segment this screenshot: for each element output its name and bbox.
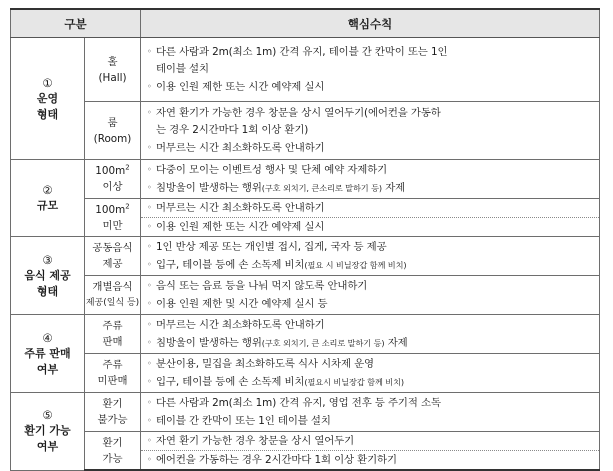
rule-text: 이용 인원 제한 또는 시간 예약제 실시: [156, 81, 325, 93]
subcategory-label: 룸: [107, 116, 118, 129]
header-category: 구분: [11, 9, 141, 38]
rule-item: [147, 316, 593, 334]
rules-shared-food: [141, 237, 600, 276]
rule-text: 자제: [382, 182, 406, 194]
rule-item: [147, 43, 593, 61]
category-title: 여부: [36, 362, 59, 376]
area-unit-superscript: 2: [125, 202, 130, 211]
category-title: 형태: [36, 107, 59, 121]
subcategory-label: 환기: [102, 436, 123, 449]
subcategory-alcohol-sold: [85, 315, 141, 354]
table-row: [11, 237, 600, 276]
rule-item: [147, 295, 593, 313]
rule-item: [141, 199, 599, 217]
category-number: ②: [42, 183, 53, 197]
bullet-icon: ◦: [147, 436, 152, 445]
subcategory-label: 이상: [102, 181, 123, 193]
category-title: 형태: [36, 284, 59, 298]
guideline-table: [10, 8, 600, 471]
table-row: [11, 354, 600, 393]
table-row: [11, 38, 600, 102]
category-number: ①: [42, 75, 53, 90]
rule-text: 머무르는 시간 최소화하도록 안내하기: [156, 319, 325, 331]
subcategory-label: (Hall): [98, 71, 127, 84]
subcategory-label: 주류: [102, 359, 123, 371]
rule-item: [147, 394, 593, 412]
category-number: ③: [42, 252, 53, 267]
rule-text: 테이블 간 칸막이 또는 1인 테이블 설치: [156, 415, 331, 427]
bullet-icon: ◦: [147, 143, 152, 152]
rule-item: [147, 161, 593, 179]
rules-over-100: [141, 160, 600, 199]
rule-text: 다른 사람과 2m(최소 1m) 간격 유지, 영업 전후 등 주기적 소독: [156, 397, 441, 409]
rule-continuation: [147, 61, 593, 78]
category-title: 운영: [36, 91, 59, 105]
bullet-icon: ◦: [147, 108, 152, 117]
table-row: [11, 102, 600, 160]
area-value: 100m: [95, 203, 126, 216]
rule-item: [147, 373, 593, 391]
subcategory-label: 불가능: [97, 414, 128, 426]
subcategory-shared-food: [85, 237, 141, 276]
subcategory-under-100: [85, 199, 141, 237]
subcategory-label: [85, 202, 140, 218]
rule-text: 입구, 테이블 등에 손 소독제 비치: [156, 376, 305, 388]
bullet-icon: ◦: [147, 82, 152, 91]
rule-item: [141, 432, 599, 450]
area-value: 100m: [95, 165, 126, 177]
category-title: 규모: [36, 199, 59, 212]
rules-alcohol-sold: [141, 315, 600, 354]
table-row: [11, 315, 600, 354]
rule-text: 에어컨을 가동하는 경우 2시간마다 1회 이상 환기하기: [156, 454, 397, 466]
rule-text: 다중이 모이는 이벤트성 행사 및 단체 예약 자제하기: [156, 164, 388, 176]
bullet-icon: ◦: [147, 359, 152, 368]
table-row: [11, 432, 600, 471]
rule-item: [147, 355, 593, 373]
rule-item: [147, 412, 593, 430]
rule-item: [147, 78, 593, 96]
bullet-icon: ◦: [147, 299, 152, 308]
rule-text: 자제: [384, 337, 408, 349]
rule-item: [147, 104, 593, 122]
rule-text: 는 경우 2시간마다 1회 이상 환기): [156, 124, 309, 136]
bullet-icon: ◦: [147, 242, 152, 251]
subcategory-over-100: [85, 160, 141, 199]
subcategory-label: [85, 163, 140, 179]
rule-text: 음식 또는 음료 등을 나눠 먹지 않도록 안내하기: [156, 280, 368, 292]
bullet-icon: ◦: [147, 281, 152, 290]
table-row: [11, 160, 600, 199]
subcategory-alcohol-not-sold: [85, 354, 141, 393]
bullet-icon: ◦: [147, 398, 152, 407]
bullet-icon: ◦: [147, 320, 152, 329]
bullet-icon: ◦: [147, 183, 152, 192]
subcategory-hall: [85, 38, 141, 102]
subcategory-label: 미만: [102, 219, 123, 232]
subcategory-label: 제공(일식 등): [85, 298, 140, 308]
category-number: ⑤: [42, 408, 53, 423]
bullet-icon: ◦: [147, 165, 152, 174]
rule-text: 자연 환기 가능한 경우 창문을 상시 열어두기: [156, 435, 355, 447]
category-alcohol: [11, 315, 85, 393]
bullet-icon: ◦: [147, 416, 152, 425]
subcategory-ventilation-unable: [85, 393, 141, 432]
rule-note: (필요시 비닐장갑 함께 비치): [304, 377, 405, 387]
rules-ventilation-unable: [141, 393, 600, 432]
category-operation: [11, 38, 85, 160]
table-row: [11, 276, 600, 315]
rule-text: 침방울이 발생하는 행위: [156, 182, 262, 194]
header-rules: 핵심수칙: [141, 9, 600, 38]
rule-item: [141, 217, 599, 236]
rule-text: 테이블 설치: [156, 63, 209, 75]
rule-text: 1인 반상 제공 또는 개인별 접시, 집게, 국자 등 제공: [156, 241, 387, 253]
bullet-icon: ◦: [147, 377, 152, 386]
rules-ventilation-able: [141, 432, 600, 471]
subcategory-ventilation-able: [85, 432, 141, 471]
subcategory-individual-food: [85, 276, 141, 315]
subcategory-label: 미판매: [97, 375, 128, 387]
rules-individual-food: [141, 276, 600, 315]
rule-text: 다른 사람과 2m(최소 1m) 간격 유지, 테이블 간 칸막이 또는 1인: [156, 46, 448, 58]
rule-text: 침방울이 발생하는 행위: [156, 337, 262, 349]
category-title: 음식 제공: [24, 268, 71, 282]
subcategory-label: 홀: [107, 55, 118, 68]
rule-item: [147, 139, 593, 157]
rules-hall: [141, 38, 600, 102]
bullet-icon: ◦: [147, 260, 152, 269]
table-row: [11, 393, 600, 432]
category-number: ④: [42, 330, 53, 345]
rule-text: 이용 인원 제한 또는 시간 예약제 실시: [156, 221, 325, 233]
bullet-icon: ◦: [147, 455, 152, 464]
rule-text: 머무르는 시간 최소화하도록 안내하기: [156, 142, 325, 154]
subcategory-label: 가능: [102, 452, 123, 465]
rule-item: [147, 256, 593, 274]
rule-item: [141, 450, 599, 469]
bullet-icon: ◦: [147, 203, 152, 212]
rule-text: 이용 인원 제한 및 시간 예약제 실시 등: [156, 298, 328, 310]
rules-under-100: [141, 199, 600, 237]
subcategory-room: [85, 102, 141, 160]
subcategory-label: 개별음식: [92, 281, 133, 293]
rule-note: (구호 외치기, 큰소리로 말하기 등): [261, 183, 383, 193]
table-header-row: [11, 9, 600, 38]
table-row: [11, 199, 600, 237]
rule-text: 자연 환기가 가능한 경우 창문을 상시 열어두기(에어컨을 가동하: [156, 107, 441, 119]
rule-note: (필요 시 비닐장갑 함께 비치): [304, 260, 407, 270]
rule-item: [147, 277, 593, 295]
category-title: 여부: [36, 440, 59, 454]
bullet-icon: ◦: [147, 222, 152, 231]
subcategory-label: 판매: [102, 336, 123, 348]
category-title: 환기 가능: [24, 424, 71, 438]
rules-room: [141, 102, 600, 160]
rules-alcohol-not-sold: [141, 354, 600, 393]
rule-item: [147, 334, 593, 352]
rule-text: 머무르는 시간 최소화하도록 안내하기: [156, 202, 325, 214]
bullet-icon: ◦: [147, 47, 152, 56]
subcategory-label: (Room): [93, 132, 132, 145]
category-food: [11, 237, 85, 315]
rule-item: [147, 179, 593, 197]
rule-note: (구호 외치기, 큰 소리로 말하기 등): [261, 338, 385, 348]
subcategory-label: 주류: [102, 320, 123, 332]
rule-text: 입구, 테이블 등에 손 소독제 비치: [156, 259, 305, 271]
area-unit-superscript: 2: [125, 163, 130, 172]
subcategory-label: 환기: [102, 398, 123, 410]
category-title: 주류 판매: [24, 346, 71, 360]
rule-text: 분산이용, 밀집을 최소화하도록 식사 시차제 운영: [156, 358, 374, 370]
subcategory-label: 공동음식: [92, 242, 133, 254]
rule-item: [147, 238, 593, 256]
category-ventilation: [11, 393, 85, 471]
subcategory-label: 제공: [102, 258, 123, 270]
bullet-icon: ◦: [147, 338, 152, 347]
category-scale: [11, 160, 85, 237]
rule-continuation: [147, 122, 593, 139]
